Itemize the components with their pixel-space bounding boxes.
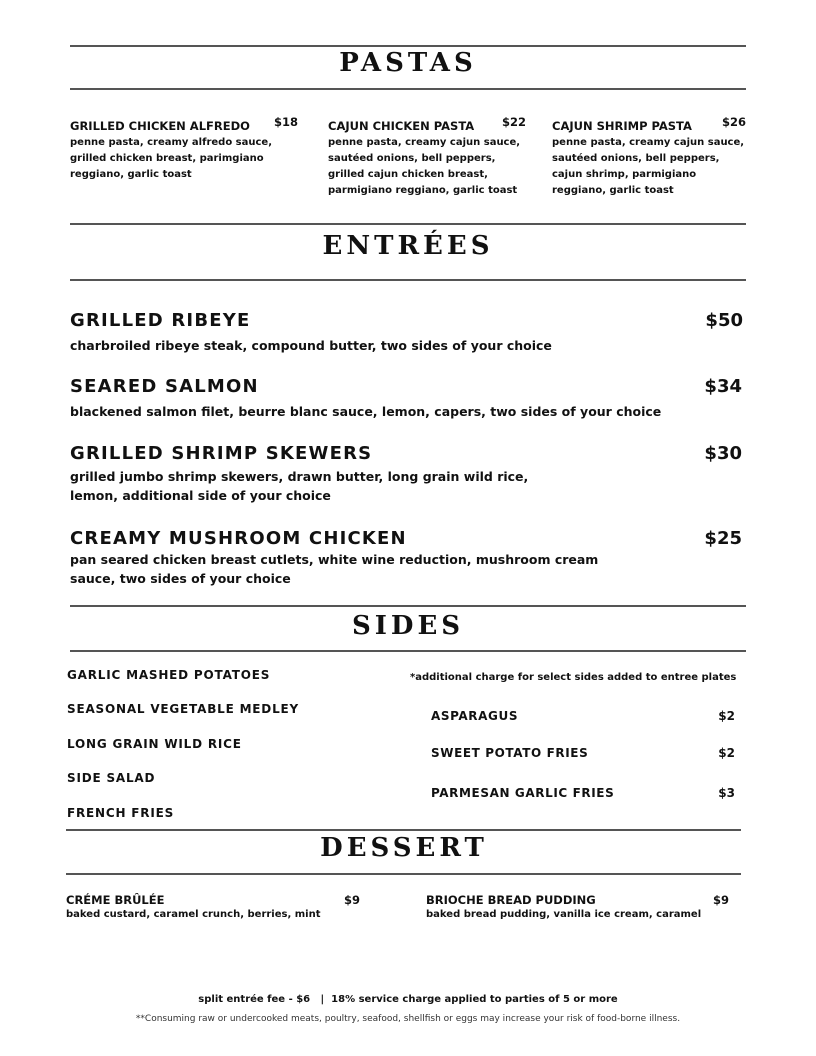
side-item: GARLIC MASHED POTATOES <box>67 668 271 682</box>
premium-side-name: PARMESAN GARLIC FRIES <box>431 786 615 800</box>
entree-name: GRILLED SHRIMP SKEWERS <box>70 443 373 464</box>
premium-side-price: $3 <box>718 786 735 800</box>
dessert-description: baked bread pudding, vanilla ice cream, caramel <box>426 909 702 920</box>
dessert-bottom-rule <box>66 873 741 875</box>
entree-name: CREAMY MUSHROOM CHICKEN <box>70 528 407 549</box>
pasta-price: $22 <box>502 115 527 129</box>
entree-description: pan seared chicken breast cutlets, white wine reduction, mushroom cream sauce, two sides of your choice <box>70 552 599 586</box>
sides-top-rule <box>70 605 746 607</box>
pasta-description: penne pasta, creamy alfredo sauce, grilled chicken breast, parimgiano reggiano, garlic toast <box>70 137 272 180</box>
pasta-name: CAJUN CHICKEN PASTA <box>328 119 475 133</box>
split-fee-service-charge-note: split entrée fee - $6 | 18% service charge applied to parties of 5 or more <box>198 994 618 1005</box>
entree-description: grilled jumbo shrimp skewers, drawn butter, long grain wild rice, lemon, additional side of your choice <box>70 469 529 503</box>
dessert-price: $9 <box>713 893 730 907</box>
pasta-item <box>328 115 538 199</box>
premium-side-name: ASPARAGUS <box>431 709 519 723</box>
sides-heading: SIDES <box>351 611 465 641</box>
pastas-top-rule <box>70 45 746 47</box>
side-item: LONG GRAIN WILD RICE <box>67 737 242 751</box>
dessert-name: CRÉME BRÛLÉE <box>66 893 165 907</box>
premium-side-price: $2 <box>718 709 735 723</box>
side-item: SEASONAL VEGETABLE MEDLEY <box>67 702 299 716</box>
dessert-price: $9 <box>344 893 361 907</box>
pasta-name: GRILLED CHICKEN ALFREDO <box>70 119 250 133</box>
side-item: SIDE SALAD <box>67 771 156 785</box>
entrees-heading: ENTRÉES <box>322 231 494 261</box>
pastas-bottom-rule <box>70 88 746 90</box>
pasta-price: $26 <box>722 115 747 129</box>
entrees-bottom-rule <box>70 279 746 281</box>
premium-side-price: $2 <box>718 746 735 760</box>
premium-side-name: SWEET POTATO FRIES <box>431 746 589 760</box>
entree-name: SEARED SALMON <box>70 376 259 397</box>
pastas-heading: PASTAS <box>339 48 477 78</box>
pasta-name: CAJUN SHRIMP PASTA <box>552 119 692 133</box>
entree-price: $30 <box>704 443 742 464</box>
dessert-heading: DESSERT <box>320 833 488 863</box>
entree-price: $50 <box>705 310 743 331</box>
dessert-description: baked custard, caramel crunch, berries, mint <box>66 909 321 920</box>
food-safety-disclaimer: **Consuming raw or undercooked meats, poultry, seafood, shellfish or eggs may increase your risk of food-borne illness. <box>135 1014 681 1024</box>
side-item: FRENCH FRIES <box>67 806 175 820</box>
pasta-price: $18 <box>274 115 299 129</box>
pasta-item <box>552 115 752 199</box>
pasta-item <box>70 115 302 183</box>
dessert-top-rule <box>66 829 741 831</box>
dessert-name: BRIOCHE BREAD PUDDING <box>426 893 596 907</box>
entree-name: GRILLED RIBEYE <box>70 310 251 331</box>
sides-bottom-rule <box>70 650 746 652</box>
entree-description: blackened salmon filet, beurre blanc sauce, lemon, capers, two sides of your choice <box>70 404 662 419</box>
pasta-description: penne pasta, creamy cajun sauce, sautéed onions, bell peppers, cajun shrimp, parmigiano reggiano, garlic toast <box>552 137 745 196</box>
entrees-top-rule <box>70 223 746 225</box>
sides-charge-note: *additional charge for select sides added to entree plates <box>410 672 737 683</box>
entree-description: charbroiled ribeye steak, compound butter, two sides of your choice <box>70 338 552 353</box>
entree-price: $34 <box>704 376 742 397</box>
entree-price: $25 <box>704 528 742 549</box>
pasta-description: penne pasta, creamy cajun sauce, sautéed onions, bell peppers, grilled cajun chicken breast, parmigiano reggiano, garlic toast <box>328 137 521 196</box>
